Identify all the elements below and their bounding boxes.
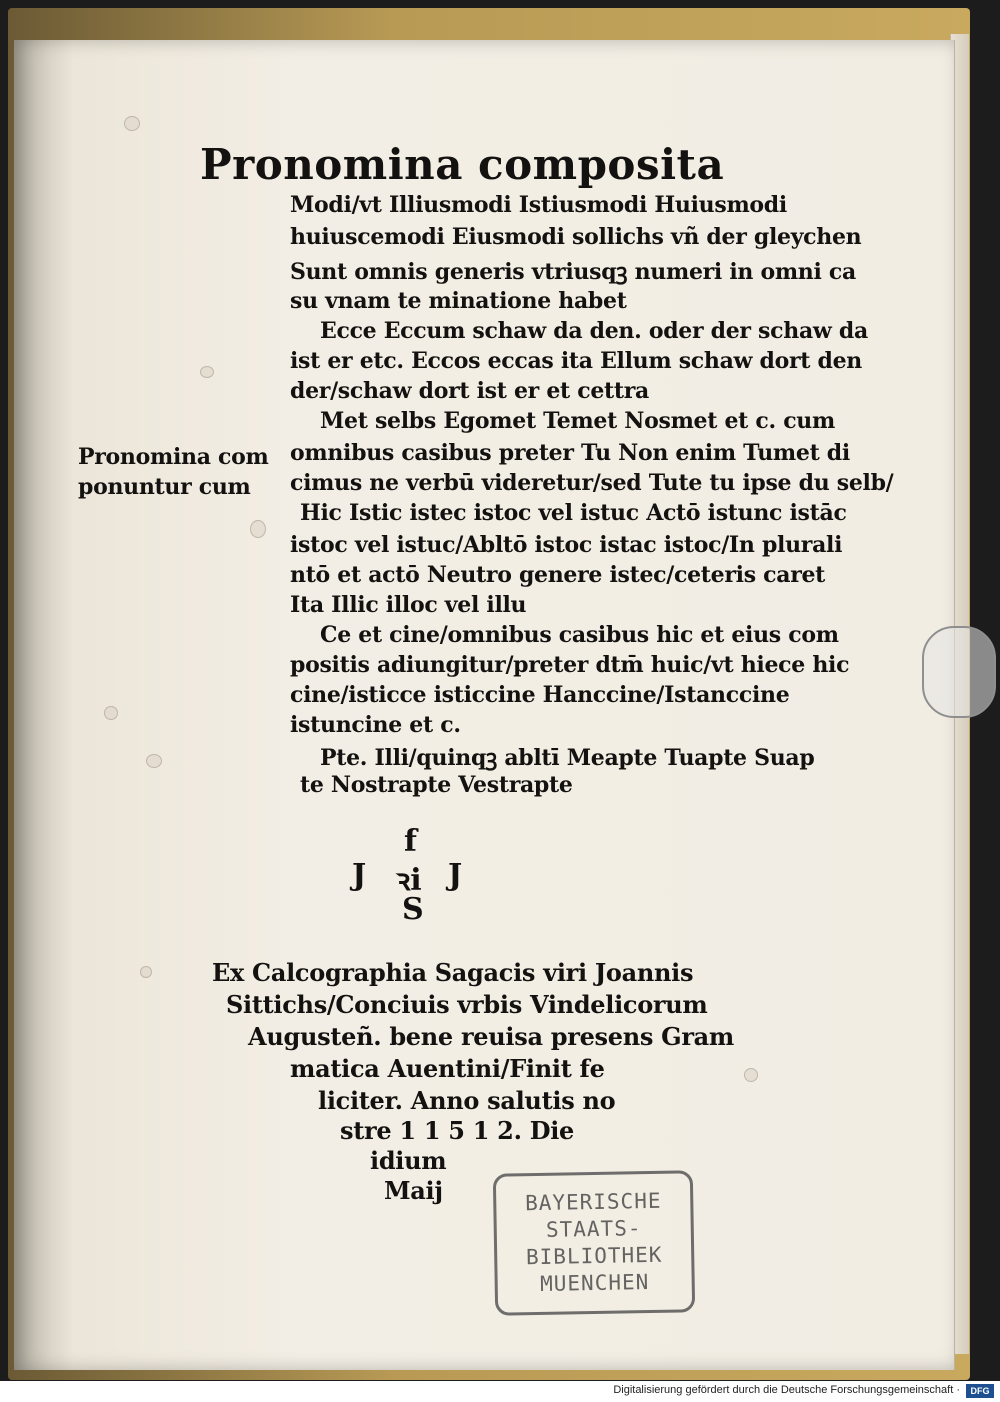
colophon-line: Sittichs/Conciuis vrbis Vindelicorum [226,990,708,1019]
paper-blemish [200,366,214,378]
text-line: istoc vel istuc/Abltō istoc istac istoc/In plurali [290,532,843,558]
printer-mark-right: J [448,858,463,893]
paper-blemish [104,706,118,720]
text-line: su vnam te minatione habet [290,288,627,314]
paper-blemish [744,1068,758,1082]
colophon-line: stre 1 1 5 1 2. Die [340,1116,574,1145]
printer-mark-left: J [352,858,367,893]
page-title: Pronomina composita [200,140,725,189]
text-line: der/schaw dort ist er et cettra [290,378,649,404]
paper-blemish [140,966,152,978]
paper-blemish [124,116,140,131]
text-line: ist er etc. Eccos eccas ita Ellum schaw dort den [290,348,862,374]
colophon-line: Maij [384,1176,443,1205]
text-line: omnibus casibus preter Tu Non enim Tumet di [290,440,850,466]
text-line: positis adiungitur/preter dtm̄ huic/vt hiece hic [290,652,850,678]
text-line: Pte. Illi/quinqꝫ abltī Meapte Tuapte Suap [320,745,815,771]
text-line: Ce et cine/omnibus casibus hic et eius com [320,622,839,648]
text-line: cine/isticce isticcine Hanccine/Istanccine [290,682,790,708]
text-line: Sunt omnis generis vtriusqꝫ numeri in omni ca [290,259,856,285]
paper-clip [922,626,996,718]
stamp-line: BIBLIOTHEK [525,1242,663,1270]
text-line: Hic Istic istec istoc vel istuc Actō istunc istāc [300,500,847,526]
colophon-line: liciter. Anno salutis no [318,1086,616,1115]
colophon-line: Ex Calcographia Sagacis viri Joannis [212,958,694,987]
stamp-line: BAYERISCHE [524,1188,662,1216]
library-stamp [493,1170,695,1315]
paper-blemish [146,754,162,768]
dfg-logo-icon[interactable]: DFG [966,1384,994,1398]
text-line: Ita Illic illoc vel illu [290,592,527,618]
text-line: ntō et actō Neutro genere istec/ceteris caret [290,562,826,588]
printer-mark-center: ꝛi [396,863,422,898]
printer-mark-top: f [404,824,417,859]
paper-blemish [250,520,266,538]
funding-credit: Digitalisierung gefördert durch die Deutsche Forschungsgemeinschaft · [613,1384,960,1396]
colophon-line: matica Auentini/Finit fe [290,1054,605,1083]
stamp-line: MUENCHEN [539,1270,650,1296]
text-line: huiuscemodi Eiusmodi sollichs vñ der gleychen [290,224,862,250]
text-line: Met selbs Egomet Temet Nosmet et c. cum [320,408,835,434]
margin-note: Pronomina com [78,444,269,470]
page-gutter-shadow [14,40,74,1370]
text-line: Modi/vt Illiusmodi Istiusmodi Huiusmodi [290,192,787,218]
colophon-line: idium [370,1146,447,1175]
text-line: istuncine et c. [290,712,461,738]
text-line: Ecce Eccum schaw da den. oder der schaw da [320,318,868,344]
stamp-line: STAATS- [545,1216,642,1242]
footer-bar [0,1381,1000,1402]
margin-note: ponuntur cum [78,474,251,500]
colophon-line: Augusteñ. bene reuisa presens Gram [248,1022,735,1051]
printer-mark-bottom: S [402,892,424,927]
text-line: cimus ne verbū videretur/sed Tute tu ipse du selb/ [290,470,894,496]
text-line: te Nostrapte Vestrapte [300,772,573,798]
